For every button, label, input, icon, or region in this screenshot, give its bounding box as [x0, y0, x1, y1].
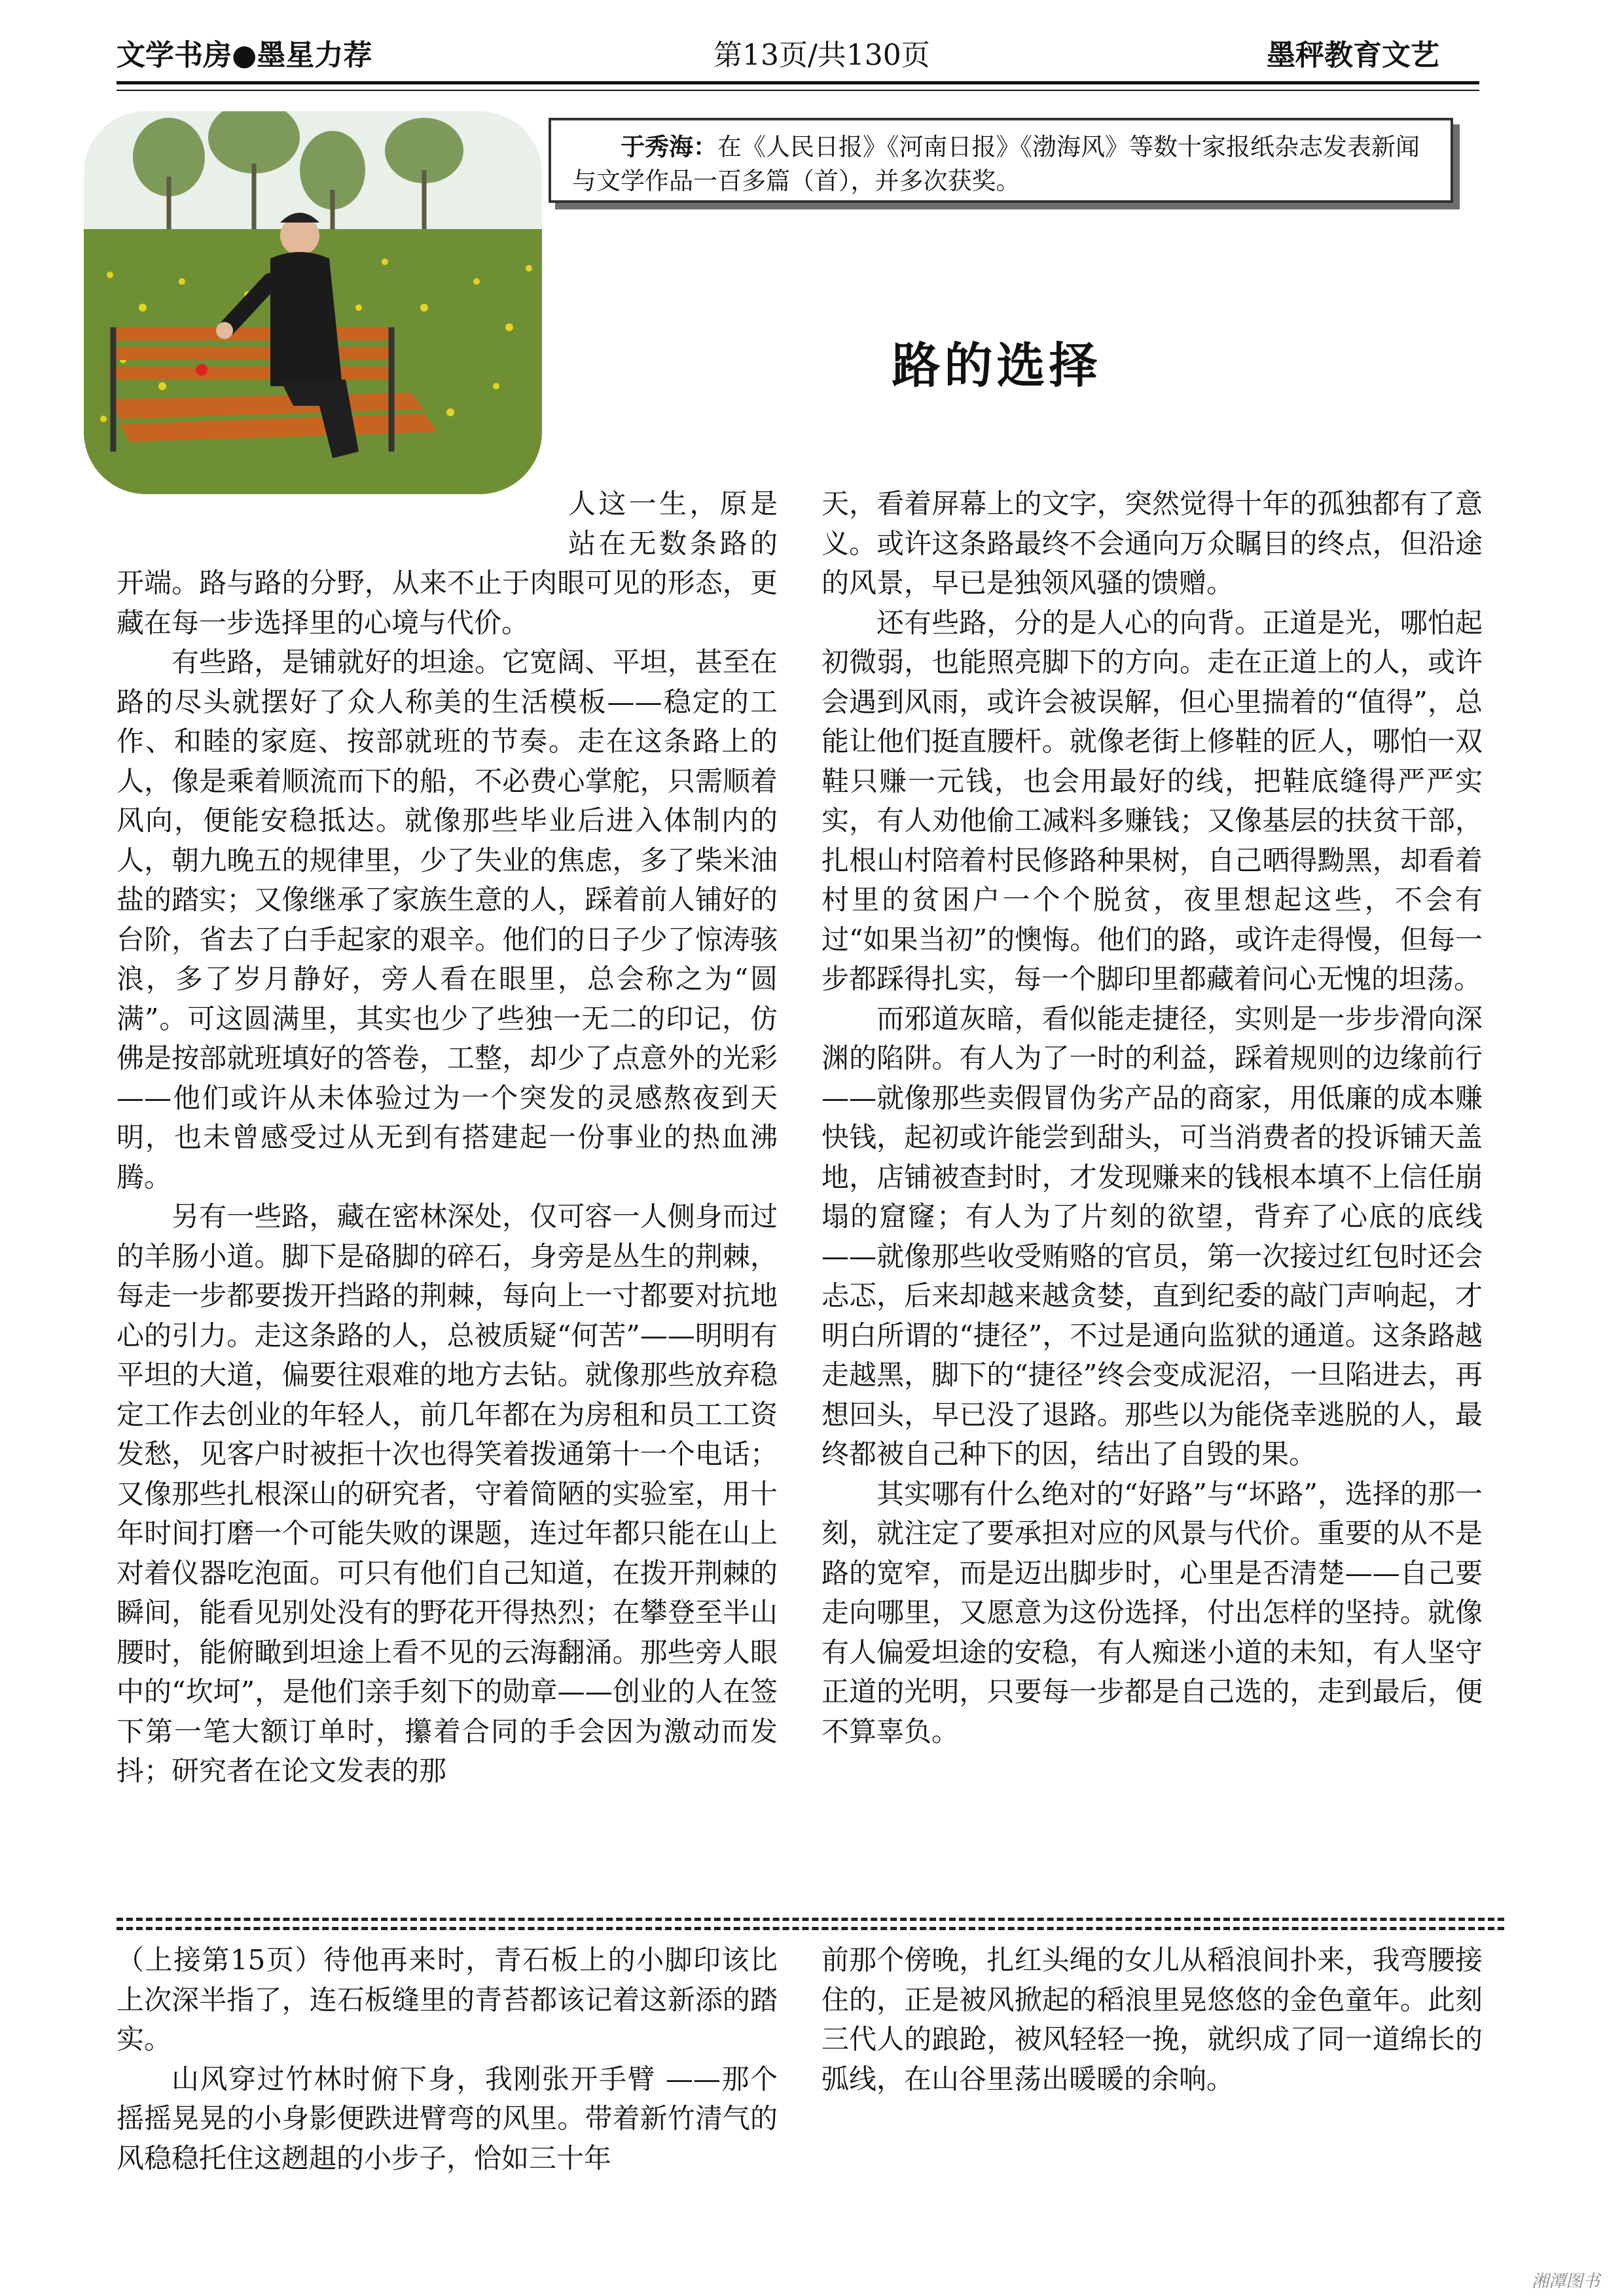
author-bio-box — [549, 118, 1453, 203]
header-rule — [117, 81, 1479, 84]
section-divider — [117, 1918, 1504, 1925]
watermark-stamp: 湘潭图书 — [1532, 2272, 1600, 2291]
paragraph: 另有一些路，藏在密林深处，仅可容一人侧身而过的羊肠小道。脚下是硌脚的碎石，身旁是丛生的荆棘，每走一步都要拨开挡路的荆棘，每向上一寸都要对抗地心的引力。走这条路的人，总被质疑“何苦”——明明有平坦的大道，偏要往艰难的地方去钻。就像那些放弃稳定工作去创业的年轻人，前几年都在为房租和员工工资发愁，见客户时被拒十次也得笑着拨通第十一个电话；又像那些扎根深山的研究者，守着简陋的实验室，用十年时间打磨一个可能失败的课题，连过年都只能在山上对着仪器吃泡面。可只有他们自己知道，在拨开荆棘的瞬间，能看见别处没有的野花开得热烈；在攀登至半山腰时，能俯瞰到坦途上看不见的云海翻涌。那些旁人眼中的“坎坷”，是他们亲手刻下的勋章——创业的人在签下第一笔大额订单时，攥着合同的手会因为激动而发抖；研究者在论文发表的那 — [117, 1200, 778, 1787]
paragraph: 人这一生，原是站在无数条路的开端。路与路的分野，从来不止于肉眼可见的形态，更藏在每一步选择里的心境与代价。 — [117, 488, 778, 639]
paragraph: 天，看着屏幕上的文字，突然觉得十年的孤独都有了意义。或许这条路最终不会通向万众瞩目的终点，但沿途的风景，早已是独领风骚的馈赠。 — [821, 488, 1483, 599]
header-section-title: 文学书房●墨星力荐 — [117, 39, 372, 72]
article-column-left — [117, 484, 778, 1791]
paragraph: 有些路，是铺就好的坦途。它宽阔、平坦，甚至在路的尽头就摆好了众人称美的生活模板——稳定的工作、和睦的家庭、按部就班的节奏。走在这条路上的人，像是乘着顺流而下的船，不必费心掌舵，只需顺着风向，便能安稳抵达。就像那些毕业后进入体制内的人，朝九晚五的规律里，少了失业的焦虑，多了柴米油盐的踏实；又像继承了家族生意的人，踩着前人铺好的台阶，省去了白手起家的艰辛。他们的日子少了惊涛骇浪，多了岁月静好，旁人看在眼里，总会称之为“圆满”。可这圆满里，其实也少了些独一无二的印记，仿佛是按部就班填好的答卷，工整，却少了点意外的光彩——他们或许从未体验过为一个突发的灵感熬夜到天明，也未曾感受过从无到有搭建起一份事业的热血沸腾。 — [117, 646, 778, 1193]
publication-name: 墨秤教育文艺 — [1267, 39, 1439, 72]
author-bio-text: 在《人民日报》《河南日报》《渤海风》等数十家报纸杂志发表新闻与文学作品一百多篇（首），并多次获奖。 — [572, 133, 1420, 195]
author-name: 于秀海： — [621, 132, 717, 161]
section-divider-lower — [117, 1927, 1504, 1934]
header-rule-thin — [117, 90, 1479, 91]
continued-column-left — [117, 1941, 778, 2178]
page-number: 第13页/共130页 — [713, 39, 930, 72]
article-title: 路的选择 — [892, 338, 1102, 394]
paragraph: 而邪道灰暗，看似能走捷径，实则是一步步滑向深渊的陷阱。有人为了一时的利益，踩着规则的边缘前行——就像那些卖假冒伪劣产品的商家，用低廉的成本赚快钱，起初或许能尝到甜头，可当消费者的投诉铺天盖地，店铺被查封时，才发现赚来的钱根本填不上信任崩塌的窟窿；有人为了片刻的欲望，背弃了心底的底线——就像那些收受贿赂的官员，第一次接过红包时还会忐忑，后来却越来越贪婪，直到纪委的敲门声响起，才明白所谓的“捷径”，不过是通向监狱的通道。这条路越走越黑，脚下的“捷径”终会变成泥沼，一旦陷进去，再想回头，早已没了退路。那些以为能侥幸逃脱的人，最终都被自己种下的因，结出了自毁的果。 — [821, 1002, 1483, 1470]
paragraph: （上接第15页）待他再来时，青石板上的小脚印该比上次深半指了，连石板缝里的青苔都该记着这新添的踏实。 — [117, 1944, 778, 2055]
article-column-right — [821, 484, 1483, 1751]
continued-column-right — [821, 1941, 1483, 2099]
author-photo — [84, 111, 542, 494]
paragraph: 还有些路，分的是人心的向背。正道是光，哪怕起初微弱，也能照亮脚下的方向。走在正道上的人，或许会遇到风雨，或许会被误解，但心里揣着的“值得”，总能让他们挺直腰杆。就像老街上修鞋的匠人，哪怕一双鞋只赚一元钱，也会用最好的线，把鞋底缝得严严实实，有人劝他偷工减料多赚钱；又像基层的扶贫干部，扎根山村陪着村民修路种果树，自己晒得黝黑，却看着村里的贫困户一个个脱贫，夜里想起这些，不会有过“如果当初”的懊悔。他们的路，或许走得慢，但每一步都踩得扎实，每一个脚印里都藏着问心无愧的坦荡。 — [821, 606, 1483, 995]
paragraph: 山风穿过竹林时俯下身，我刚张开手臂 ——那个摇摇晃晃的小身影便跌进臂弯的风里。带着新竹清气的风稳稳托住这趔趄的小步子，恰如三十年 — [117, 2062, 778, 2174]
paragraph: 其实哪有什么绝对的“好路”与“坏路”，选择的那一刻，就注定了要承担对应的风景与代价。重要的从不是路的宽窄，而是迈出脚步时，心里是否清楚——自己要走向哪里，又愿意为这份选择，付出怎样的坚持。就像有人偏爱坦途的安稳，有人痴迷小道的未知，有人坚守正道的光明，只要每一步都是自己选的，走到最后，便不算辜负。 — [821, 1477, 1483, 1748]
paragraph: 前那个傍晚，扎红头绳的女儿从稻浪间扑来，我弯腰接住的，正是被风掀起的稻浪里晃悠悠的金色童年。此刻三代人的踉跄，被风轻轻一挽，就织成了同一道绵长的弧线，在山谷里荡出暖暖的余响。 — [821, 1944, 1483, 2095]
